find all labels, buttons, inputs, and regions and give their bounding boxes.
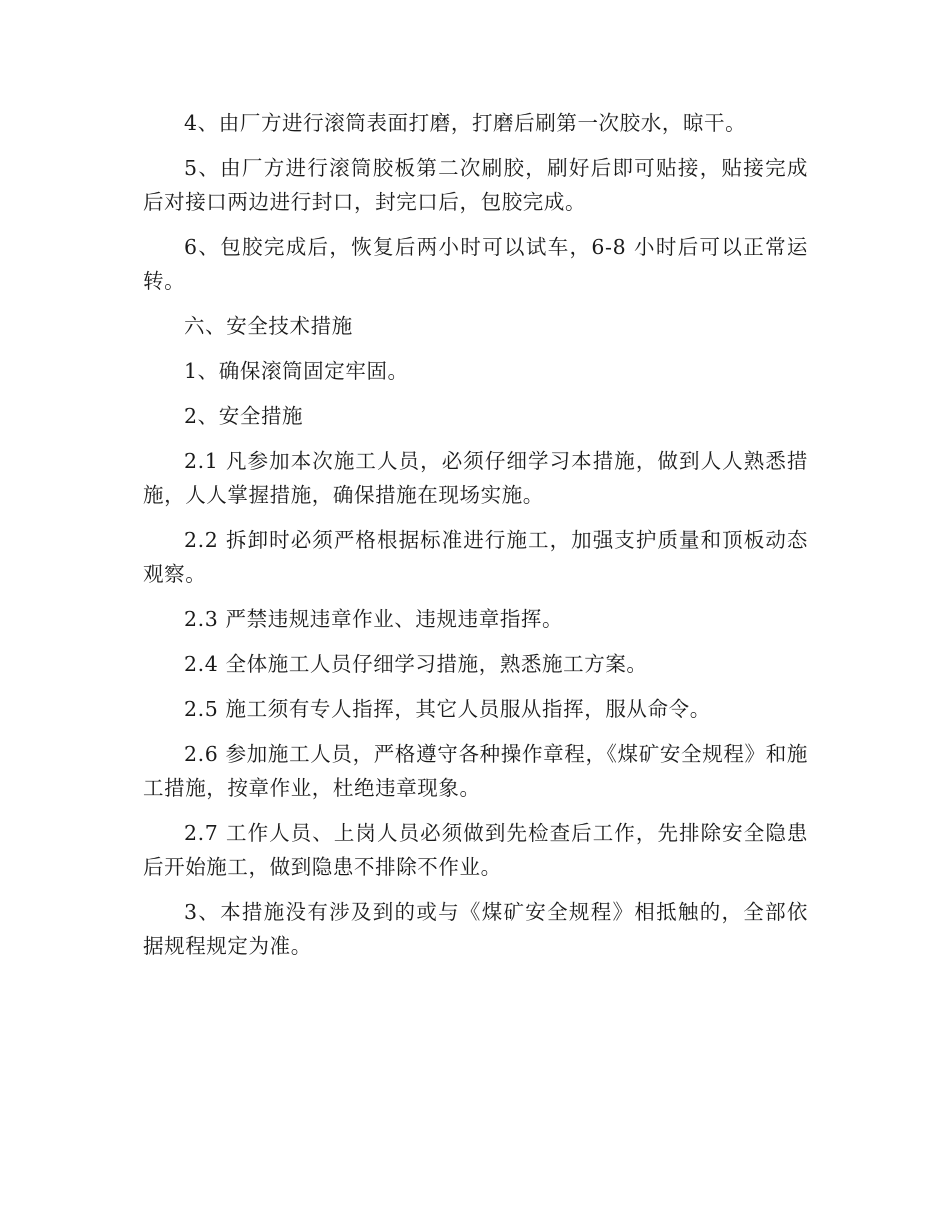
paragraph-item-2-4: 2.4 全体施工人员仔细学习措施，熟悉施工方案。 xyxy=(184,652,648,676)
paragraph-item-2-1: 2.1 凡参加本次施工人员，必须仔细学习本措施，做到人人熟悉措施，人人掌握措施，确保措施在现场实施。 xyxy=(143,449,808,507)
section-heading-safety-measures: 六、安全技术措施 xyxy=(184,314,353,338)
paragraph-item-2-7: 2.7 工作人员、上岗人员必须做到先检查后工作，先排除安全隐患后开始施工，做到隐患不排除不作业。 xyxy=(143,821,808,879)
paragraph-item-2-5: 2.5 施工须有专人指挥，其它人员服从指挥，服从命令。 xyxy=(184,697,711,721)
paragraph-step-4: 4、由厂方进行滚筒表面打磨，打磨后刷第一次胶水，晾干。 xyxy=(184,111,747,135)
paragraph-item-3: 3、本措施没有涉及到的或与《煤矿安全规程》相抵触的，全部依据规程规定为准。 xyxy=(143,900,808,958)
paragraph-item-2-3: 2.3 严禁违规违章作业、违规违章指挥。 xyxy=(184,607,564,631)
paragraph-item-2-6: 2.6 参加施工人员，严格遵守各种操作章程，《煤矿安全规程》和施工措施，按章作业，杜绝违章现象。 xyxy=(143,742,808,800)
paragraph-item-1: 1、确保滚筒固定牢固。 xyxy=(184,359,409,383)
paragraph-step-6: 6、包胶完成后，恢复后两小时可以试车，6-8 小时后可以正常运转。 xyxy=(143,235,808,293)
document-body xyxy=(143,106,808,974)
paragraph-item-2: 2、安全措施 xyxy=(184,404,304,428)
paragraph-item-2-2: 2.2 拆卸时必须严格根据标准进行施工，加强支护质量和顶板动态观察。 xyxy=(143,528,808,586)
paragraph-step-5: 5、由厂方进行滚筒胶板第二次刷胶，刷好后即可贴接，贴接完成后对接口两边进行封口，封完口后，包胶完成。 xyxy=(143,156,808,214)
